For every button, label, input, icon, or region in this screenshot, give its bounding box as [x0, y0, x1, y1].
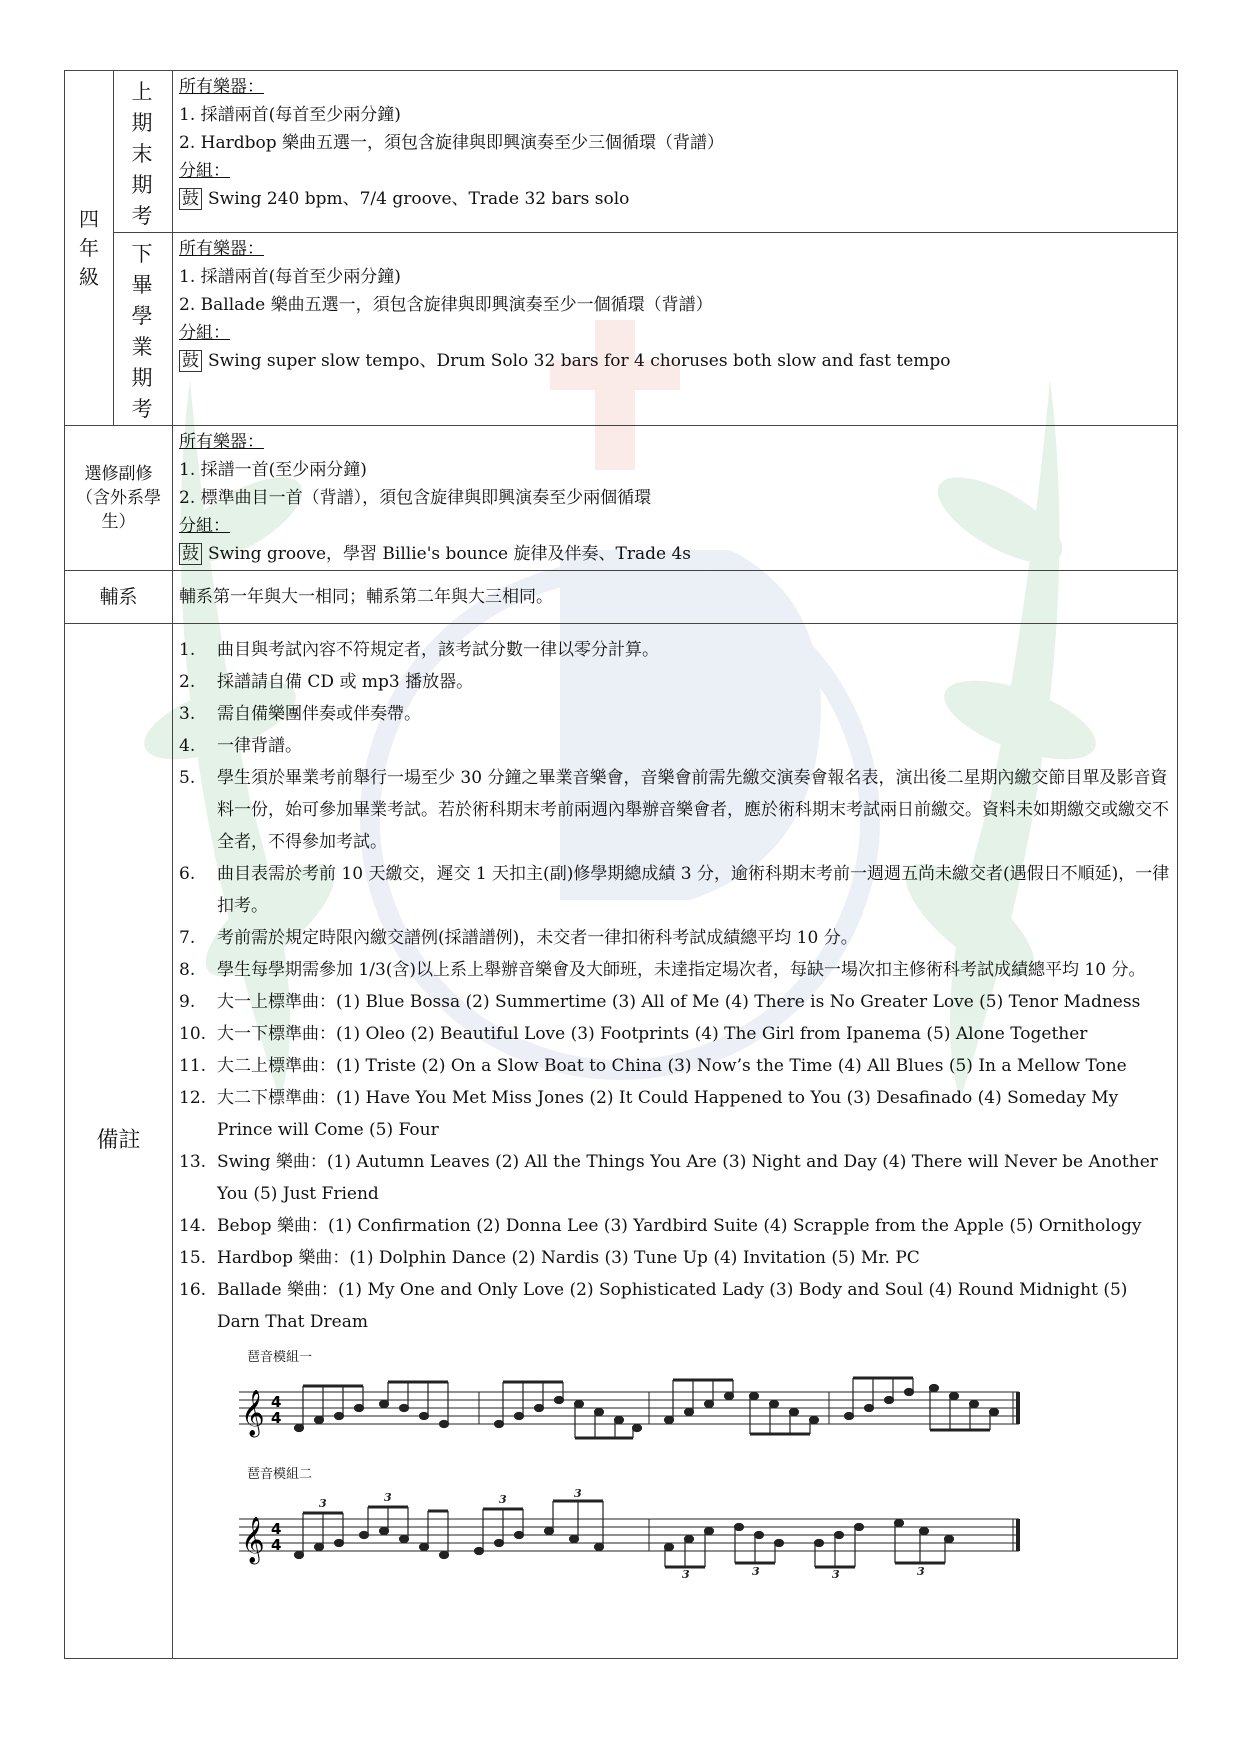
drum-tag: 鼓 — [179, 543, 202, 565]
requirement-item: 2. Ballade 樂曲五選一，須包含旋律與即興演奏至少一個循環（背譜） — [179, 295, 713, 315]
note-item — [179, 634, 1171, 666]
minor-text: 輔系第一年與大一相同；輔系第二年與大三相同。 — [179, 587, 553, 607]
score-1-label: 琶音模組一 — [247, 1350, 313, 1365]
note-item — [179, 1146, 1171, 1210]
arpeggio-score-2 — [179, 1461, 1171, 1588]
group-heading: 分組： — [179, 516, 230, 536]
note-number: 11. — [179, 1056, 207, 1076]
notes-label — [65, 624, 173, 1659]
term1-label-text: 上期末期考 — [131, 80, 155, 228]
note-number: 6. — [179, 864, 196, 884]
elective-content — [173, 426, 1178, 571]
group-heading: 分組： — [179, 161, 230, 181]
note-number: 7. — [179, 928, 196, 948]
drum-text: Swing super slow tempo、Drum Solo 32 bars for 4 choruses both slow and fast tempo — [208, 351, 951, 371]
triplet-mark: 3 — [832, 1568, 840, 1579]
note-number: 3. — [179, 704, 196, 724]
minor-content — [173, 571, 1178, 624]
note-item — [179, 922, 1171, 954]
drum-requirement — [179, 540, 1171, 568]
score-2-staff — [179, 1489, 1039, 1579]
time-sig-bottom: 4 — [271, 1409, 282, 1427]
note-number: 16. — [179, 1280, 207, 1300]
note-number: 15. — [179, 1248, 207, 1268]
requirement-item: 1. 採譜兩首(每首至少兩分鐘) — [179, 105, 401, 125]
triplet-mark: 3 — [574, 1489, 582, 1500]
notes-label-text: 備註 — [96, 1128, 141, 1153]
note-text: 曲目表需於考前 10 天繳交，遲交 1 天扣主(副)修學期總成績 3 分，逾術科期末考前一週週五尚未繳交者(遇假日不順延)，一律扣考。 — [217, 864, 1170, 916]
note-text: 大一上標準曲：(1) Blue Bossa (2) Summertime (3) All of Me (4) There is No Greater Love (5) Tenor Madness — [217, 992, 1141, 1012]
minor-label — [65, 571, 173, 624]
minor-label-text: 輔系 — [99, 586, 138, 608]
time-sig-top: 4 — [271, 1393, 282, 1411]
requirement-item: 1. 採譜兩首(每首至少兩分鐘) — [179, 267, 401, 287]
elective-label-text: 選修副修（含外系學生） — [76, 464, 161, 532]
note-number: 13. — [179, 1152, 207, 1172]
arpeggio-score-1 — [179, 1344, 1171, 1455]
grade4-term2-label — [114, 233, 173, 426]
group-heading: 分組： — [179, 323, 230, 343]
score-1-staff — [179, 1372, 1039, 1446]
note-item — [179, 1210, 1171, 1242]
note-number: 5. — [179, 768, 196, 788]
elective-label — [65, 426, 173, 571]
note-text: 大二下標準曲：(1) Have You Met Miss Jones (2) It Could Happened to You (3) Desafinado (4) Someday My Prince will Come (5) Four — [217, 1088, 1119, 1140]
note-number: 8. — [179, 960, 196, 980]
note-text: Bebop 樂曲：(1) Confirmation (2) Donna Lee (3) Yardbird Suite (4) Scrapple from the Apple (5) Ornithology — [217, 1216, 1142, 1236]
note-text: 大二上標準曲：(1) Triste (2) On a Slow Boat to China (3) Now’s the Time (4) All Blues (5) In a Mellow Tone — [217, 1056, 1127, 1076]
note-text: 學生每學期需參加 1/3(含)以上系上舉辦音樂會及大師班，未達指定場次者，每缺一場次扣主修術科考試成績總平均 10 分。 — [217, 960, 1146, 980]
note-item — [179, 1018, 1171, 1050]
note-number: 9. — [179, 992, 196, 1012]
note-item — [179, 1274, 1171, 1338]
note-text: 曲目與考試內容不符規定者，該考試分數一律以零分計算。 — [217, 640, 659, 660]
grade4-label — [65, 71, 114, 426]
note-item — [179, 666, 1171, 698]
drum-text: Swing groove，學習 Billie's bounce 旋律及伴奏、Trade 4s — [208, 544, 692, 564]
requirement-item: 1. 採譜一首(至少兩分鐘) — [179, 460, 367, 480]
note-item — [179, 986, 1171, 1018]
grade4-term1-label — [114, 71, 173, 233]
triplet-mark: 3 — [682, 1568, 690, 1579]
note-number: 10. — [179, 1024, 207, 1044]
note-item — [179, 1242, 1171, 1274]
note-text: 一律背譜。 — [217, 736, 302, 756]
requirement-item: 2. Hardbop 樂曲五選一，須包含旋律與即興演奏至少三個循環（背譜） — [179, 133, 724, 153]
triplet-mark: 3 — [752, 1565, 760, 1578]
all-instruments-heading: 所有樂器： — [179, 77, 264, 97]
drum-tag: 鼓 — [179, 350, 202, 372]
note-item — [179, 858, 1171, 922]
note-number: 1. — [179, 640, 196, 660]
all-instruments-heading: 所有樂器： — [179, 432, 264, 452]
triplet-mark: 3 — [319, 1497, 327, 1510]
triplet-mark: 3 — [499, 1493, 507, 1506]
score-2-label: 琶音模組二 — [247, 1467, 313, 1482]
triplet-mark: 3 — [384, 1491, 392, 1504]
requirement-item: 2. 標準曲目一首（背譜），須包含旋律與即興演奏至少兩個循環 — [179, 488, 652, 508]
notes-list — [179, 626, 1171, 1338]
note-number: 14. — [179, 1216, 207, 1236]
note-text: Swing 樂曲：(1) Autumn Leaves (2) All the Things You Are (3) Night and Day (4) There will Never be Another You (5) Just Friend — [217, 1152, 1158, 1204]
triplet-mark: 3 — [917, 1565, 925, 1578]
exam-requirements-table — [64, 70, 1178, 1659]
time-sig-bottom: 4 — [271, 1536, 282, 1554]
note-text: 考前需於規定時限內繳交譜例(採譜譜例)，未交者一律扣術科考試成績總平均 10 分。 — [217, 928, 858, 948]
note-number: 4. — [179, 736, 196, 756]
grade4-label-text: 四年級 — [79, 206, 99, 289]
note-text: Hardbop 樂曲：(1) Dolphin Dance (2) Nardis (3) Tune Up (4) Invitation (5) Mr. PC — [217, 1248, 920, 1268]
grade4-term1-content — [173, 71, 1178, 233]
note-item — [179, 730, 1171, 762]
note-text: Ballade 樂曲：(1) My One and Only Love (2) Sophisticated Lady (3) Body and Soul (4) Round Midnight (5) Darn That Dream — [217, 1280, 1128, 1332]
note-item — [179, 1050, 1171, 1082]
all-instruments-heading: 所有樂器： — [179, 239, 264, 259]
note-text: 採譜請自備 CD 或 mp3 播放器。 — [217, 672, 474, 692]
drum-text: Swing 240 bpm、7/4 groove、Trade 32 bars solo — [208, 189, 630, 209]
note-item — [179, 762, 1171, 858]
note-text: 學生須於畢業考前舉行一場至少 30 分鐘之畢業音樂會，音樂會前需先繳交演奏會報名表，演出後二星期內繳交節目單及影音資料一份，始可參加畢業考試。若於術科期末考前兩週內舉辦音樂會者，應於術科期末考試兩日前繳交。資料未如期繳交或繳交不全者，不得參加考試。 — [217, 768, 1169, 852]
note-item — [179, 954, 1171, 986]
drum-requirement — [179, 347, 1171, 375]
drum-tag: 鼓 — [179, 188, 202, 210]
note-number: 2. — [179, 672, 196, 692]
term2-label-text: 下畢學業期考 — [131, 242, 155, 421]
note-text: 需自備樂團伴奏或伴奏帶。 — [217, 704, 421, 724]
treble-clef-icon: 𝄞 — [241, 1390, 265, 1436]
grade4-term2-content — [173, 233, 1178, 426]
time-sig-top: 4 — [271, 1520, 282, 1538]
note-text: 大一下標準曲：(1) Oleo (2) Beautiful Love (3) Footprints (4) The Girl from Ipanema (5) Alone Together — [217, 1024, 1088, 1044]
note-number: 12. — [179, 1088, 207, 1108]
note-item — [179, 1082, 1171, 1146]
note-item — [179, 698, 1171, 730]
notes-content — [173, 624, 1178, 1659]
treble-clef-icon: 𝄞 — [241, 1517, 265, 1563]
drum-requirement — [179, 185, 1171, 213]
